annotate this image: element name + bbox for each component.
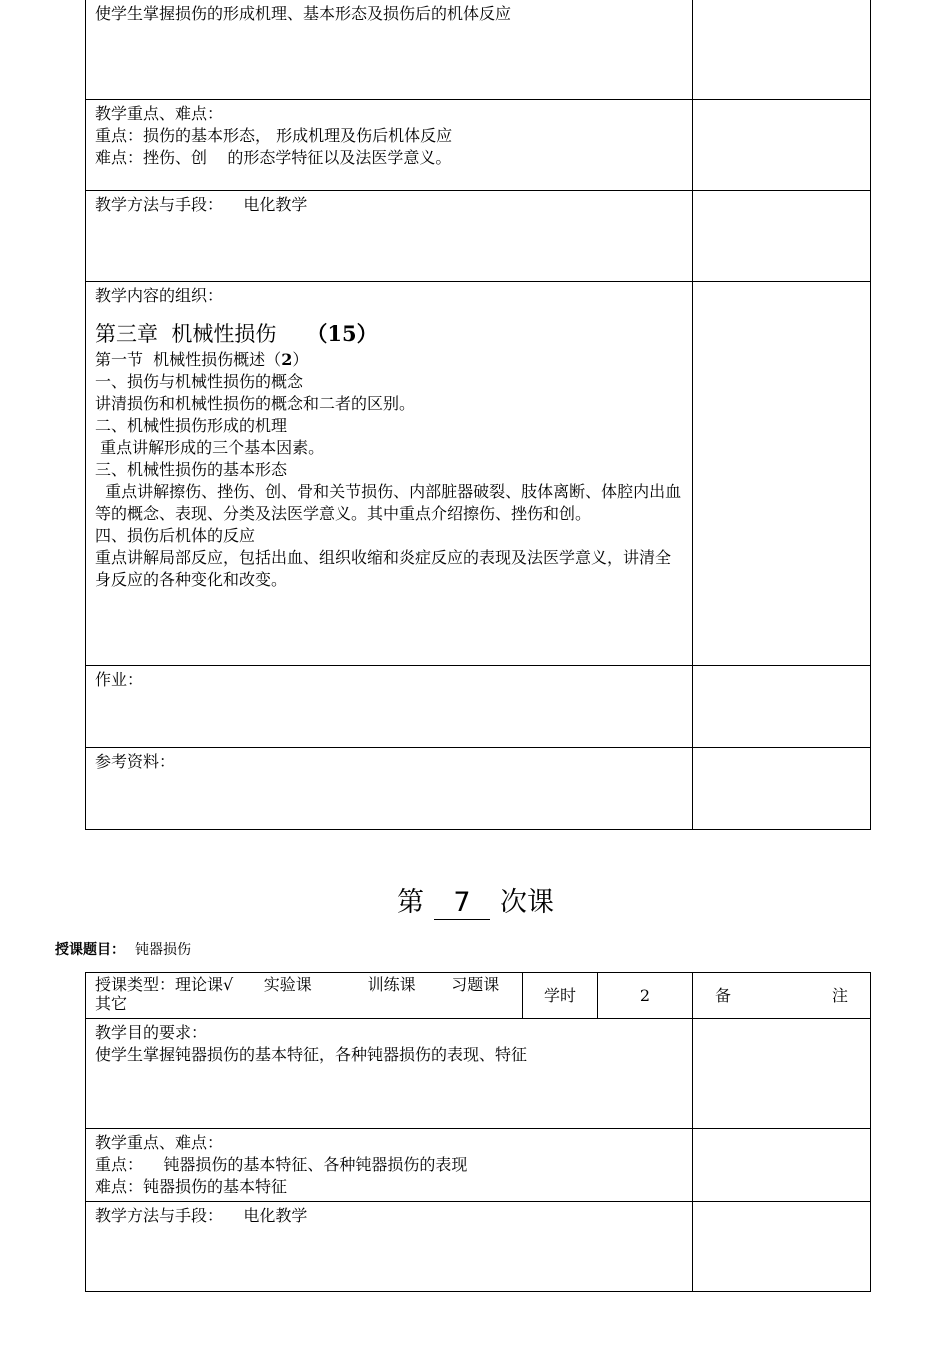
content-line: 一、损伤与机械性损伤的概念 [95,371,304,391]
content-line: 重点讲解局部反应，包括出血、组织收缩和炎症反应的表现及法医学意义，讲清全身反应的各种变化和改变。 [95,547,672,589]
key-point-text: 重点： 钝器损伤的基本特征、各种钝器损伤的表现 [95,1155,468,1174]
section-hours: 2 [281,349,293,369]
content-line: 讲清损伤和机械性损伤的概念和二者的区别。 [95,393,416,413]
content-heading: 教学内容的组织： [95,285,224,305]
objectives-heading: 教学目的要求： [95,1023,208,1042]
remarks-cell [693,1129,871,1202]
remarks-cell [693,1202,871,1292]
lesson-heading [0,885,951,921]
content-line: 四、损伤后机体的反应 [95,525,256,545]
remarks-cell [693,99,871,190]
chapter-title [95,319,683,349]
content-cell [86,281,693,665]
lesson-suffix: 次课 [500,887,554,918]
course-title-value: 钝器损伤 [135,942,191,958]
remarks-cell [693,190,871,281]
remarks-label-left: 备 [715,985,732,1005]
lesson-plan-table-bottom [85,972,871,1292]
objectives-cell [86,1019,693,1129]
lesson-plan-table-top [85,0,871,830]
methods-text: 教学方法与手段： 电化教学 [95,1206,308,1225]
section-title: 第一节 机械性损伤概述（2） [95,349,309,369]
methods-cell [86,190,693,281]
remarks-label-right: 注 [831,985,848,1005]
objectives-cell [86,0,693,99]
key-points-cell [86,99,693,190]
course-type-cell [86,973,551,1019]
chapter-title-text: 第三章 机械性损伤 [95,321,277,346]
key-points-heading: 教学重点、难点： [95,1133,224,1152]
objectives-text: 使学生掌握钝器损伤的基本特征，各种钝器损伤的表现、特征 [95,1045,528,1064]
key-points-heading: 教学重点、难点： [95,103,224,123]
references-cell [86,747,693,829]
remarks-cell [693,665,871,747]
homework-text: 作业： [95,669,144,689]
key-points-cell [86,1129,693,1202]
remarks-cell [693,1019,871,1129]
difficult-point-text: 难点：钝器损伤的基本特征 [95,1177,288,1196]
lesson-prefix: 第 [397,887,424,918]
difficult-point-text: 难点：挫伤、创 的形态学特征以及法医学意义。 [95,147,452,167]
key-point-text: 重点：损伤的基本形态， 形成机理及伤后机体反应 [95,125,453,145]
chapter-hours: （15） [306,320,378,346]
methods-cell [86,1202,693,1292]
hours-value: 2 [639,985,651,1005]
content-line: 二、机械性损伤形成的机理 [95,415,288,435]
course-title [55,940,191,960]
hours-value-cell [598,973,693,1019]
remarks-cell [693,281,871,665]
homework-cell [86,665,693,747]
remarks-header-cell [693,973,871,1019]
lesson-number: 7 [434,887,490,920]
course-type-text: 授课类型：理论课√ 实验课 训练课 习题课 其它 [95,975,551,1013]
content-line: 三、机械性损伤的基本形态 [95,459,288,479]
references-text: 参考资料： [95,751,176,771]
content-line: 重点讲解形成的三个基本因素。 [95,437,325,457]
remarks-cell [693,747,871,829]
content-line: 重点讲解擦伤、挫伤、创、骨和关节损伤、内部脏器破裂、肢体离断、体腔内出血等的概念、表现、分类及法医学意义。其中重点介绍擦伤、挫伤和创。 [95,481,682,523]
course-title-label: 授课题目： [55,942,125,958]
methods-text: 教学方法与手段： 电化教学 [95,194,308,214]
hours-label: 学时 [543,985,576,1005]
remarks-cell [693,0,871,99]
objectives-text: 使学生掌握损伤的形成机理、基本形态及损伤后的机体反应 [95,4,512,23]
